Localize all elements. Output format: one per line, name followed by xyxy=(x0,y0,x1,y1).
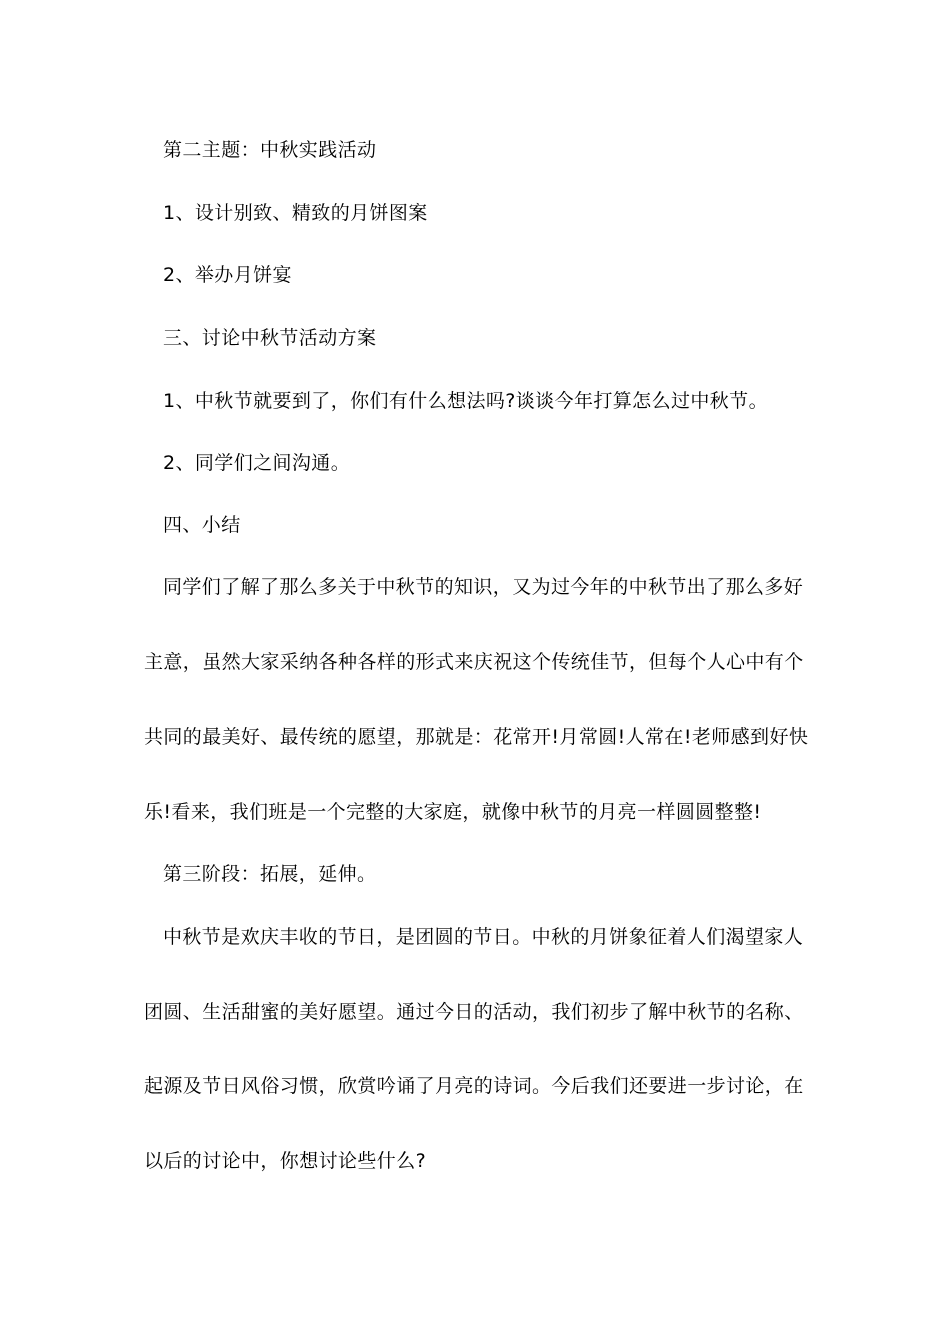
list-item: 1、设计别致、精致的月饼图案 xyxy=(163,202,428,224)
summary-paragraph-line: 乐!看来，我们班是一个完整的大家庭，就像中秋节的月亮一样圆圆整整! xyxy=(144,801,762,823)
list-item: 2、同学们之间沟通。 xyxy=(163,452,351,474)
list-item: 1、中秋节就要到了，你们有什么想法吗?谈谈今年打算怎么过中秋节。 xyxy=(163,390,768,412)
extension-paragraph-line: 起源及节日风俗习惯，欣赏吟诵了月亮的诗词。今后我们还要进一步讨论，在 xyxy=(144,1075,804,1097)
theme-two-heading: 第二主题：中秋实践活动 xyxy=(163,139,377,161)
section-three-heading: 三、讨论中秋节活动方案 xyxy=(163,327,377,349)
summary-paragraph-line: 同学们了解了那么多关于中秋节的知识，又为过今年的中秋节出了那么多好 xyxy=(163,576,804,598)
stage-three-heading: 第三阶段：拓展，延伸。 xyxy=(163,863,377,885)
extension-paragraph-line: 以后的讨论中，你想讨论些什么? xyxy=(144,1150,427,1172)
extension-paragraph-line: 团圆、生活甜蜜的美好愿望。通过今日的活动，我们初步了解中秋节的名称、 xyxy=(144,1001,804,1023)
list-item: 2、举办月饼宴 xyxy=(163,264,292,286)
section-four-heading: 四、小结 xyxy=(163,514,241,536)
summary-paragraph-line: 共同的最美好、最传统的愿望，那就是：花常开!月常圆!人常在!老师感到好快 xyxy=(144,726,809,748)
extension-paragraph-line: 中秋节是欢庆丰收的节日，是团圆的节日。中秋的月饼象征着人们渴望家人 xyxy=(163,926,804,948)
summary-paragraph-line: 主意，虽然大家采纳各种各样的形式来庆祝这个传统佳节，但每个人心中有个 xyxy=(144,651,804,673)
